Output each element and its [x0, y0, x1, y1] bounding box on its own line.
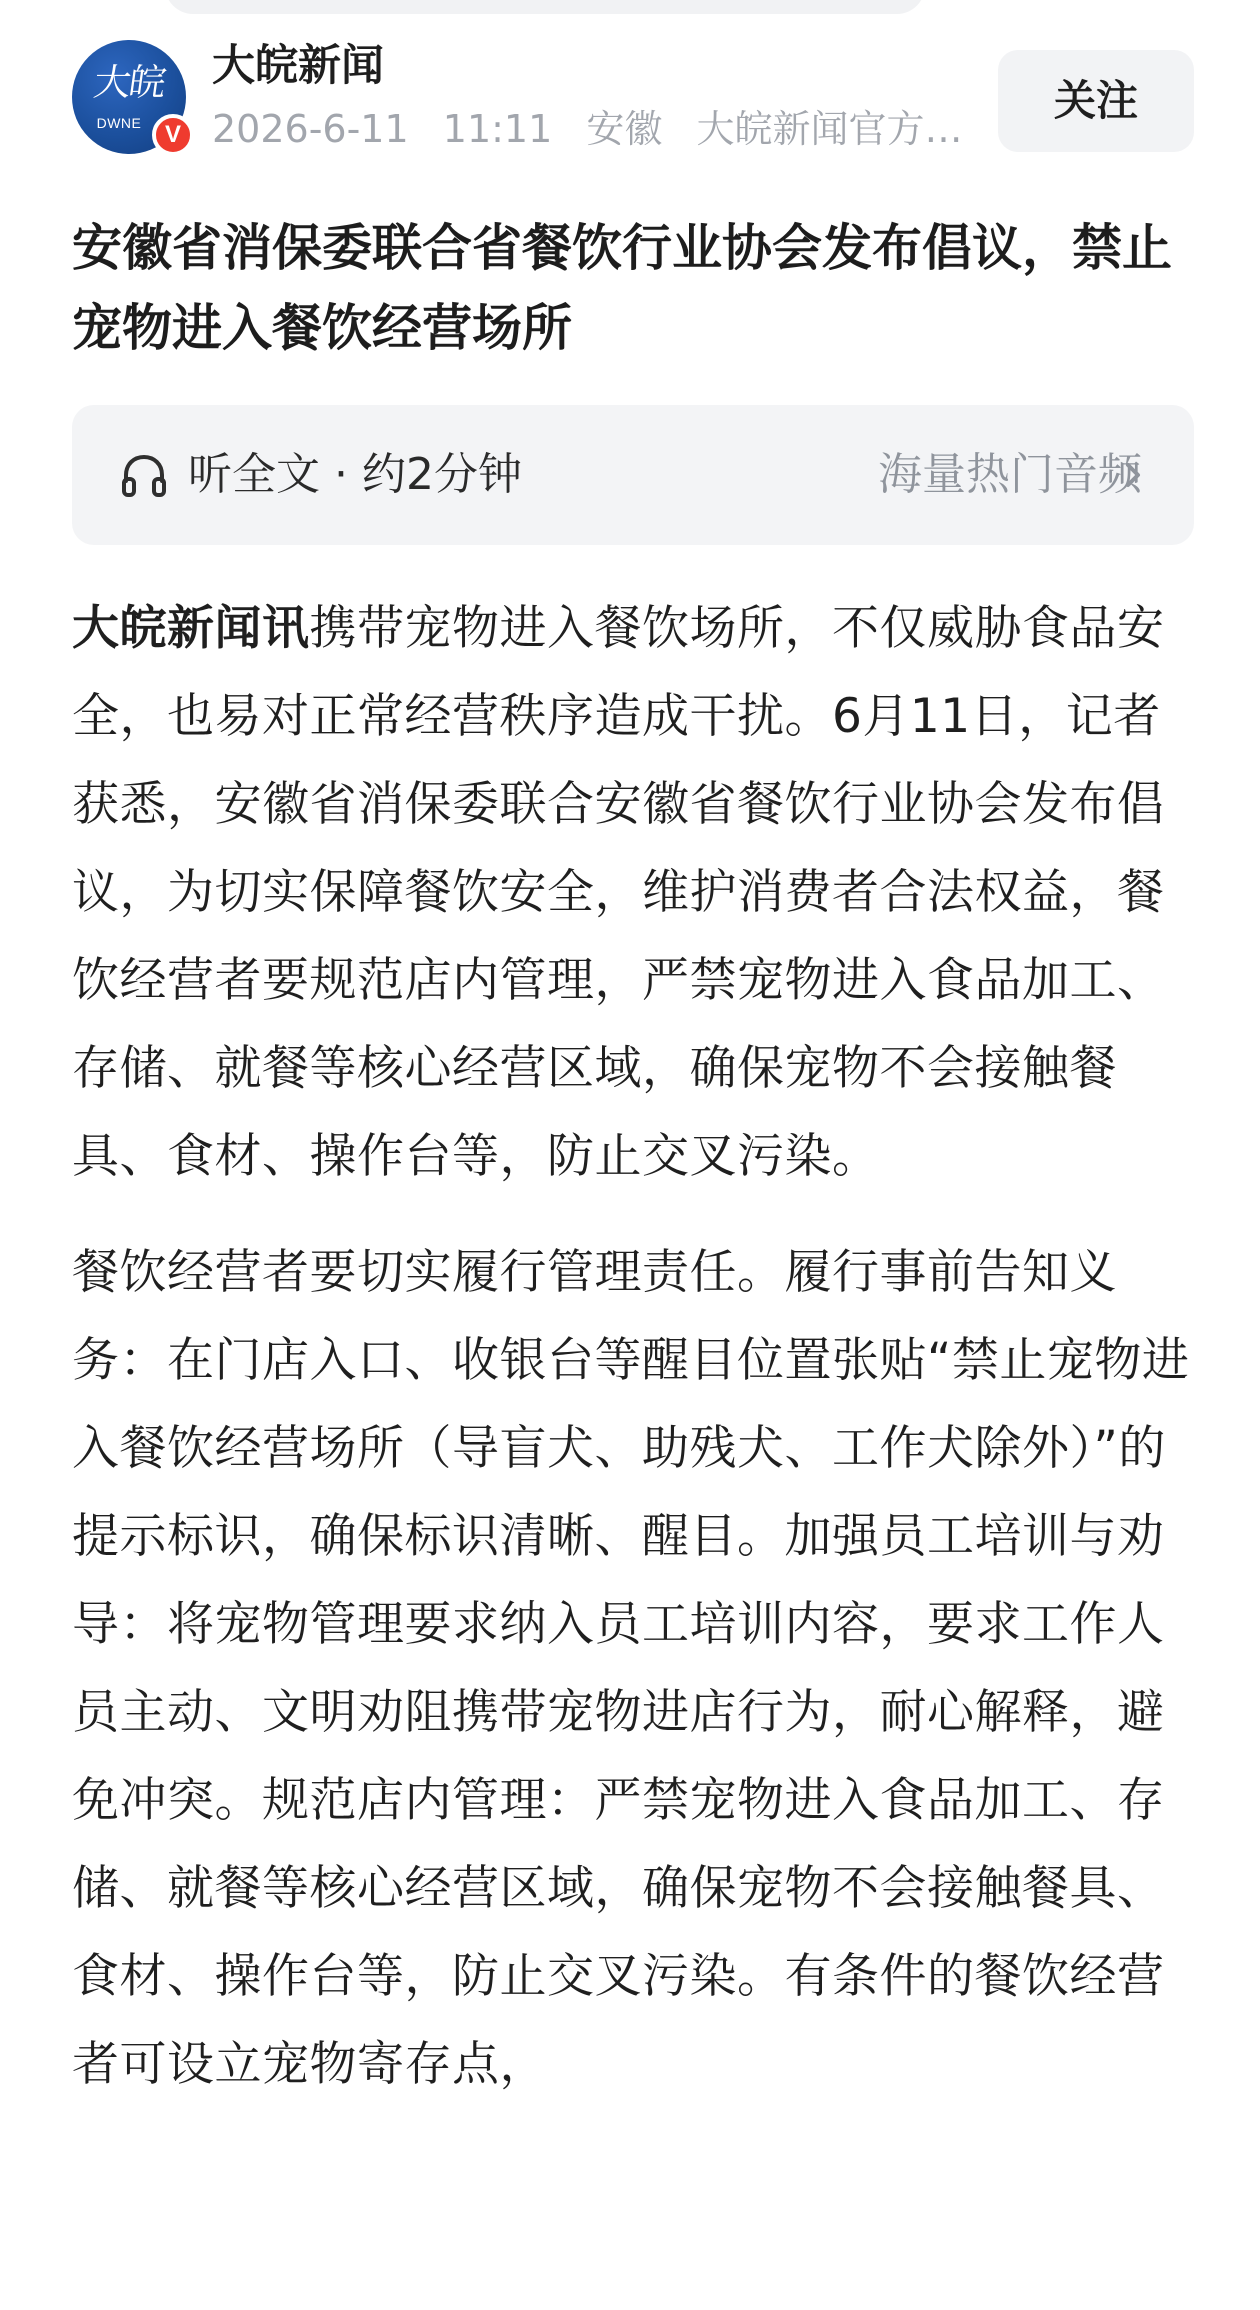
article-paragraph-2: [72, 1229, 1197, 2109]
author-name[interactable]: 大皖新闻: [212, 41, 384, 91]
chevron-right-icon: [1118, 460, 1148, 490]
publish-location: 安徽: [586, 107, 663, 151]
article-title: 安徽省消保委联合省餐饮行业协会发布倡议，禁止宠物进入餐饮经营场所: [72, 219, 1172, 357]
listen-full-article-label: 听全文 · 约2分钟: [188, 449, 522, 500]
article-lead: 大皖新闻讯: [72, 601, 310, 656]
popular-audio-link[interactable]: 海量热门音频: [878, 449, 1142, 500]
article-paragraph-text-2: 餐饮经营者要切实履行管理责任。履行事前告知义务：在门店入口、收银台等醒目位置张贴“禁止宠物进入餐饮经营场所（导盲犬、助残犬、工作犬除外）”的提示标识，确保标识清晰、醒目。加强员工培训与劝导：将宠物管理要求纳入员工培训内容，要求工作人员主动、文明劝阻携带宠物进店行为，耐心解释，避免冲突。规范店内管理：严禁宠物进入食品加工、存储、就餐等核心经营区域，确保宠物不会接触餐具、食材、操作台等，防止交叉污染。有条件的餐饮经营者可设立宠物寄存点，: [72, 1245, 1190, 2092]
article-meta: [212, 104, 1022, 154]
avatar-subtext: DWNE: [96, 115, 142, 131]
source-label: 大皖新闻官方…: [696, 107, 963, 151]
article-paragraph-text-1: 携带宠物进入餐饮场所，不仅威胁食品安全，也易对正常经营秩序造成干扰。6月11日，记者获悉，安徽省消保委联合安徽省餐饮行业协会发布倡议，为切实保障餐饮安全，维护消费者合法权益，餐饮经营者要规范店内管理，严禁宠物进入食品加工、存储、就餐等核心经营区域，确保宠物不会接触餐具、食材、操作台等，防止交叉污染。: [72, 601, 1165, 1184]
headphone-icon: [118, 451, 170, 503]
verified-badge-icon: V: [152, 114, 194, 156]
article-header: [72, 38, 1194, 162]
listen-full-article-bar[interactable]: [72, 405, 1194, 545]
article-paragraph-1: [72, 585, 1197, 1201]
publish-time: 11:11: [442, 107, 553, 151]
publish-date: 2026-6-11: [212, 107, 409, 151]
article-body: [72, 585, 1197, 2109]
avatar-logo-text: 大皖: [90, 61, 168, 104]
top-fade-panel: [165, 0, 925, 14]
follow-button[interactable]: 关注: [998, 50, 1194, 152]
